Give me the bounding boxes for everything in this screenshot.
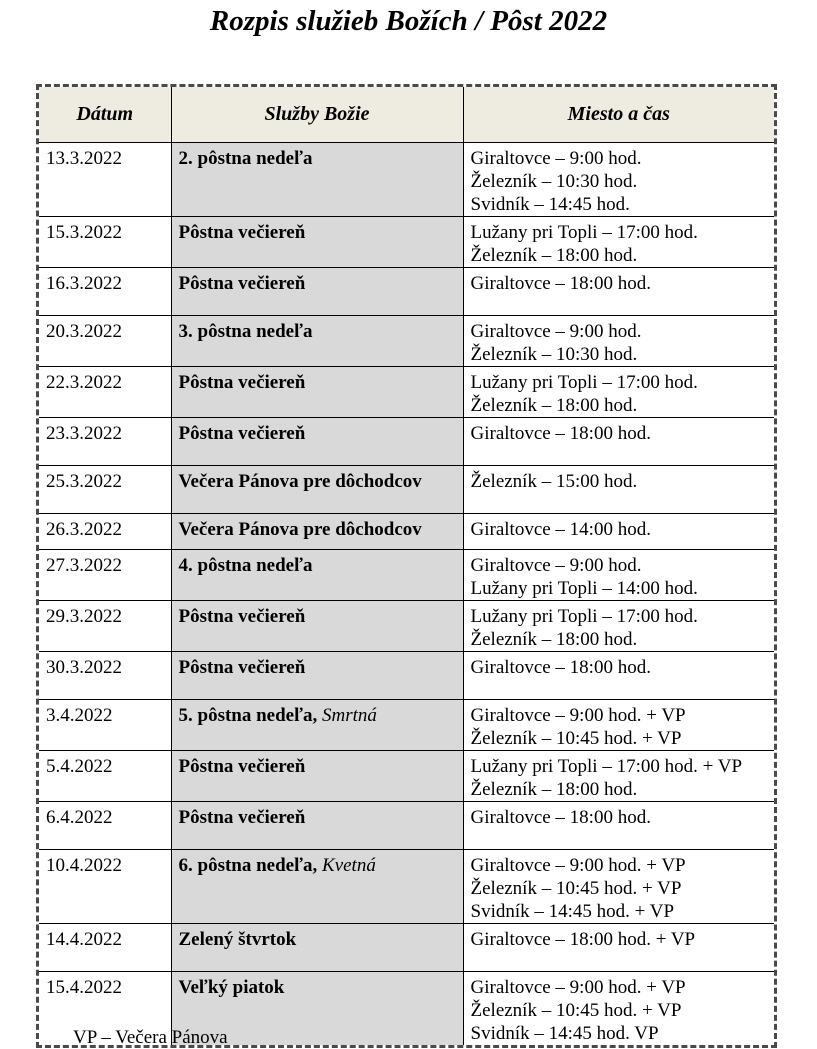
table-row xyxy=(39,514,774,550)
date-cell: 3.4.2022 xyxy=(39,700,171,751)
table-row xyxy=(39,550,774,601)
place-cell xyxy=(463,268,774,316)
place-cell xyxy=(463,143,774,217)
place-time-line: Giraltovce – 18:00 hod. + VP xyxy=(470,929,696,950)
service-cell xyxy=(171,850,463,924)
place-cell xyxy=(463,850,774,924)
date-cell: 13.3.2022 xyxy=(39,143,171,217)
table-row xyxy=(39,268,774,316)
place-cell xyxy=(463,466,774,514)
date-cell: 5.4.2022 xyxy=(39,751,171,802)
place-time-line: Železník – 18:00 hod. xyxy=(470,395,638,416)
table-row xyxy=(39,924,774,972)
place-cell xyxy=(463,514,774,550)
date-cell: 14.4.2022 xyxy=(39,924,171,972)
service-name: Pôstna večiereň xyxy=(178,756,306,777)
place-time-line: Železník – 18:00 hod. xyxy=(470,779,638,800)
service-cell xyxy=(171,367,463,418)
table-row xyxy=(39,217,774,268)
place-cell xyxy=(463,367,774,418)
schedule-body xyxy=(39,143,774,1046)
place-time-line: Lužany pri Topli – 17:00 hod. xyxy=(470,222,698,243)
service-name: Pôstna večiereň xyxy=(178,222,306,243)
service-name: Veľký piatok xyxy=(178,977,285,998)
place-time-line: Železník – 10:30 hod. xyxy=(470,171,638,192)
service-name: 4. pôstna nedeľa xyxy=(178,555,313,576)
place-time-line: Lužany pri Topli – 17:00 hod. xyxy=(470,372,698,393)
service-cell xyxy=(171,550,463,601)
place-time-line: Svidník – 14:45 hod. + VP xyxy=(470,901,675,922)
table-row xyxy=(39,367,774,418)
place-time-line: Giraltovce – 9:00 hod. xyxy=(470,555,642,576)
table-row xyxy=(39,418,774,466)
date-cell: 30.3.2022 xyxy=(39,652,171,700)
service-cell xyxy=(171,924,463,972)
date-cell: 22.3.2022 xyxy=(39,367,171,418)
service-cell xyxy=(171,652,463,700)
place-time-line: Svidník – 14:45 hod. VP xyxy=(470,1023,659,1044)
place-cell xyxy=(463,550,774,601)
header-service: Služby Božie xyxy=(171,87,463,143)
service-subtitle: Kvetná xyxy=(322,855,376,876)
place-time-line: Giraltovce – 9:00 hod. + VP xyxy=(470,705,686,726)
place-time-line: Železník – 10:45 hod. + VP xyxy=(470,728,682,749)
service-name: Pôstna večiereň xyxy=(178,606,306,627)
schedule-frame xyxy=(36,84,777,1048)
service-name: 2. pôstna nedeľa xyxy=(178,148,313,169)
service-cell xyxy=(171,418,463,466)
service-cell xyxy=(171,316,463,367)
place-time-line: Železník – 10:45 hod. + VP xyxy=(470,1000,682,1021)
place-cell xyxy=(463,924,774,972)
place-cell xyxy=(463,972,774,1046)
service-name: Večera Pánova pre dôchodcov xyxy=(178,471,422,492)
table-row xyxy=(39,143,774,217)
page-title: Rozpis služieb Božích / Pôst 2022 xyxy=(209,5,608,37)
header-row xyxy=(39,87,774,143)
service-cell xyxy=(171,601,463,652)
place-time-line: Giraltovce – 18:00 hod. xyxy=(470,657,651,678)
place-cell xyxy=(463,802,774,850)
place-time-line: Železník – 18:00 hod. xyxy=(470,245,638,266)
place-time-line: Železník – 15:00 hod. xyxy=(470,471,638,492)
header-place: Miesto a čas xyxy=(463,87,774,143)
date-cell: 25.3.2022 xyxy=(39,466,171,514)
table-row xyxy=(39,466,774,514)
place-cell xyxy=(463,700,774,751)
place-time-line: Lužany pri Topli – 14:00 hod. xyxy=(470,578,698,599)
service-name: Pôstna večiereň xyxy=(178,807,306,828)
table-row xyxy=(39,802,774,850)
place-cell xyxy=(463,652,774,700)
date-cell: 16.3.2022 xyxy=(39,268,171,316)
date-cell: 23.3.2022 xyxy=(39,418,171,466)
service-name: Pôstna večiereň xyxy=(178,372,306,393)
service-cell xyxy=(171,466,463,514)
table-row xyxy=(39,316,774,367)
place-time-line: Svidník – 14:45 hod. xyxy=(470,194,630,215)
service-name: Pôstna večiereň xyxy=(178,273,306,294)
service-name: 5. pôstna nedeľa, xyxy=(178,705,318,726)
date-cell: 26.3.2022 xyxy=(39,514,171,550)
place-time-line: Giraltovce – 9:00 hod. xyxy=(470,321,642,342)
date-cell: 15.4.2022 xyxy=(39,972,171,1046)
service-subtitle: Smrtná xyxy=(322,705,377,726)
place-time-line: Giraltovce – 9:00 hod. xyxy=(470,148,642,169)
date-cell: 27.3.2022 xyxy=(39,550,171,601)
place-cell xyxy=(463,316,774,367)
date-cell: 6.4.2022 xyxy=(39,802,171,850)
service-cell xyxy=(171,700,463,751)
service-name: 6. pôstna nedeľa, xyxy=(178,855,318,876)
place-time-line: Giraltovce – 18:00 hod. xyxy=(470,807,651,828)
place-time-line: Giraltovce – 9:00 hod. + VP xyxy=(470,977,686,998)
place-time-line: Lužany pri Topli – 17:00 hod. + VP xyxy=(470,756,743,777)
place-time-line: Giraltovce – 18:00 hod. xyxy=(470,273,651,294)
header-date: Dátum xyxy=(39,87,171,143)
place-time-line: Železník – 10:30 hod. xyxy=(470,344,638,365)
place-time-line: Lužany pri Topli – 17:00 hod. xyxy=(470,606,698,627)
date-cell: 20.3.2022 xyxy=(39,316,171,367)
service-cell xyxy=(171,802,463,850)
schedule-table xyxy=(39,87,774,1045)
date-cell: 10.4.2022 xyxy=(39,850,171,924)
date-cell: 29.3.2022 xyxy=(39,601,171,652)
service-cell xyxy=(171,514,463,550)
service-name: Pôstna večiereň xyxy=(178,423,306,444)
place-time-line: Železník – 10:45 hod. + VP xyxy=(470,878,682,899)
place-time-line: Železník – 18:00 hod. xyxy=(470,629,638,650)
place-cell xyxy=(463,418,774,466)
service-cell xyxy=(171,268,463,316)
table-row xyxy=(39,601,774,652)
place-cell xyxy=(463,601,774,652)
service-name: Večera Pánova pre dôchodcov xyxy=(178,519,422,540)
service-cell xyxy=(171,751,463,802)
place-cell xyxy=(463,217,774,268)
place-time-line: Giraltovce – 14:00 hod. xyxy=(470,519,651,540)
table-row xyxy=(39,700,774,751)
service-name: 3. pôstna nedeľa xyxy=(178,321,313,342)
service-name: Pôstna večiereň xyxy=(178,657,306,678)
place-cell xyxy=(463,751,774,802)
service-cell xyxy=(171,143,463,217)
table-row xyxy=(39,751,774,802)
service-name: Zelený štvrtok xyxy=(178,929,297,950)
place-time-line: Giraltovce – 18:00 hod. xyxy=(470,423,651,444)
table-row xyxy=(39,850,774,924)
place-time-line: Giraltovce – 9:00 hod. + VP xyxy=(470,855,686,876)
date-cell: 15.3.2022 xyxy=(39,217,171,268)
table-row xyxy=(39,652,774,700)
footnote: VP – Večera Pánova xyxy=(73,1027,228,1048)
service-cell xyxy=(171,217,463,268)
